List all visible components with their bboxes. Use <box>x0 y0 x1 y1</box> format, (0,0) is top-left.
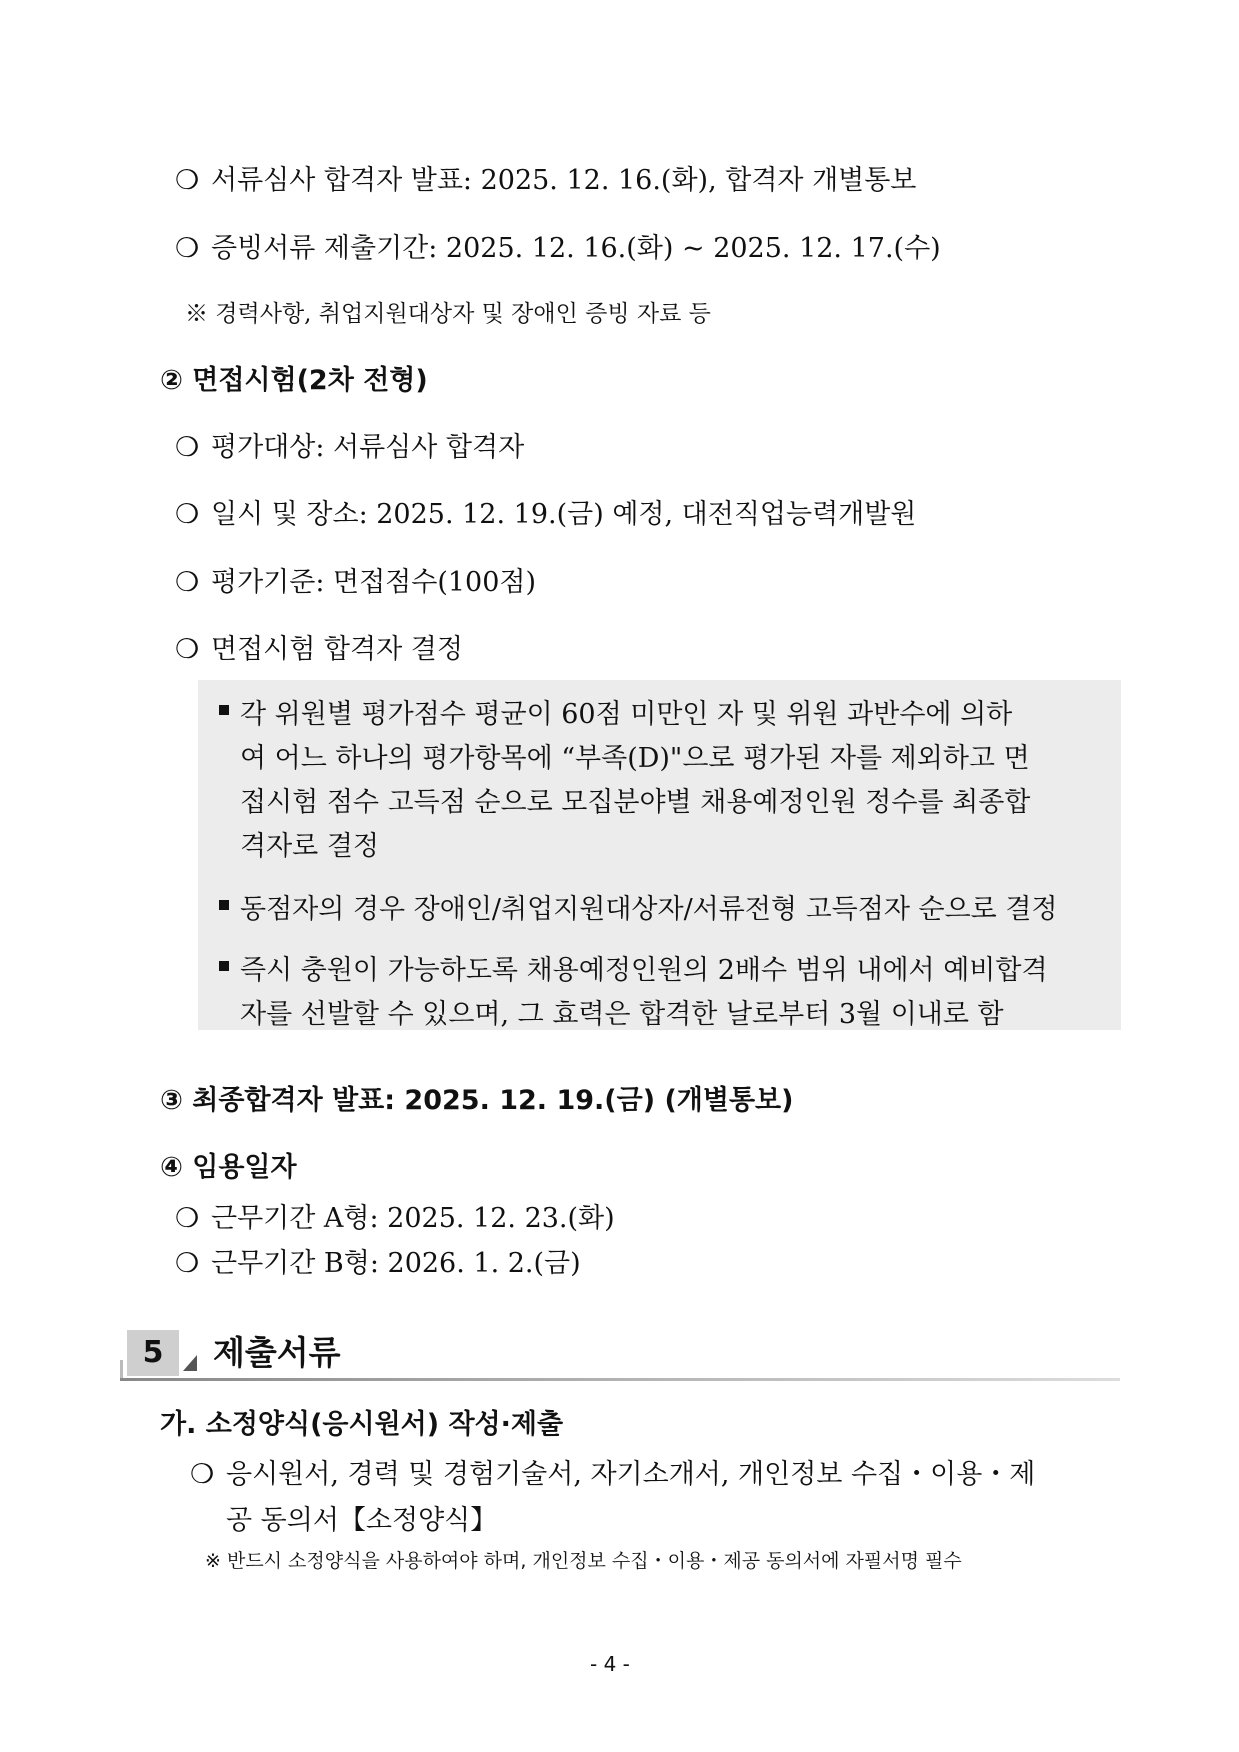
item-doc-result: ❍ 서류심사 합격자 발표: 2025. 12. 16.(화), 합격자 개별통보 <box>175 165 917 196</box>
circle-bullet-icon: ❍ <box>175 499 200 530</box>
page-number: - 4 - <box>590 1652 630 1676</box>
note-signature: ※ 반드시 소정양식을 사용하여야 하며, 개인정보 수집・이용・제공 동의서에 자필서명 필수 <box>205 1550 962 1572</box>
criteria-line: 각 위원별 평가점수 평균이 60점 미만인 자 및 위원 과반수에 의하 <box>240 699 1013 730</box>
circle-bullet-icon: ❍ <box>175 165 200 196</box>
circle-bullet-icon: ❍ <box>175 1248 200 1279</box>
circle-bullet-icon: ❍ <box>175 567 200 598</box>
item-eval-criteria: ❍ 평가기준: 면접점수(100점) <box>175 567 537 598</box>
section-divider <box>120 1378 1120 1381</box>
circle-bullet-icon: ❍ <box>175 432 200 463</box>
criteria-line: 자를 선발할 수 있으며, 그 효력은 합격한 날로부터 3월 이내로 함 <box>240 999 1004 1030</box>
item-required-docs-cont: 공 동의서【소정양식】 <box>226 1505 498 1536</box>
item-required-docs: ❍ 응시원서, 경력 및 경험기술서, 자기소개서, 개인정보 수집・이용・제 <box>190 1459 1036 1490</box>
note-evidence: ※ 경력사항, 취업지원대상자 및 장애인 증빙 자료 등 <box>185 301 711 327</box>
circle-bullet-icon: ❍ <box>190 1459 215 1490</box>
subheading-form: 가. 소정양식(응시원서) 작성·제출 <box>160 1409 564 1440</box>
section-title: 제출서류 <box>213 1333 341 1372</box>
square-bullet-icon <box>219 961 229 971</box>
circle-bullet-icon: ❍ <box>175 1203 200 1234</box>
criteria-line: 여 어느 하나의 평가항목에 “부족(D)"으로 평가된 자를 제외하고 면 <box>240 743 1030 774</box>
triangle-icon <box>183 1355 197 1371</box>
criteria-line: 접시험 점수 고득점 순으로 모집분야별 채용예정인원 정수를 최종합 <box>240 787 1031 818</box>
item-evidence-period: ❍ 증빙서류 제출기간: 2025. 12. 16.(화) ~ 2025. 12. 17.(수) <box>175 233 941 264</box>
heading-final-result: ③ 최종합격자 발표: 2025. 12. 19.(금) (개별통보) <box>160 1085 794 1116</box>
criteria-line: 격자로 결정 <box>240 831 379 862</box>
item-type-a: ❍ 근무기간 A형: 2025. 12. 23.(화) <box>175 1203 615 1234</box>
square-bullet-icon <box>219 900 229 910</box>
criteria-line: 동점자의 경우 장애인/취업지원대상자/서류전형 고득점자 순으로 결정 <box>240 894 1058 925</box>
criteria-line: 즉시 충원이 가능하도록 채용예정인원의 2배수 범위 내에서 예비합격 <box>240 955 1048 986</box>
item-eval-target: ❍ 평가대상: 서류심사 합격자 <box>175 432 525 463</box>
circle-bullet-icon: ❍ <box>175 233 200 264</box>
item-type-b: ❍ 근무기간 B형: 2026. 1. 2.(금) <box>175 1248 581 1279</box>
heading-appointment-date: ④ 임용일자 <box>160 1152 297 1183</box>
item-interview-decision: ❍ 면접시험 합격자 결정 <box>175 634 463 665</box>
circle-bullet-icon: ❍ <box>175 634 200 665</box>
square-bullet-icon <box>219 705 229 715</box>
heading-interview: ② 면접시험(2차 전형) <box>160 365 428 396</box>
section-number: 5 <box>127 1330 179 1376</box>
item-date-place: ❍ 일시 및 장소: 2025. 12. 19.(금) 예정, 대전직업능력개발원 <box>175 499 917 530</box>
